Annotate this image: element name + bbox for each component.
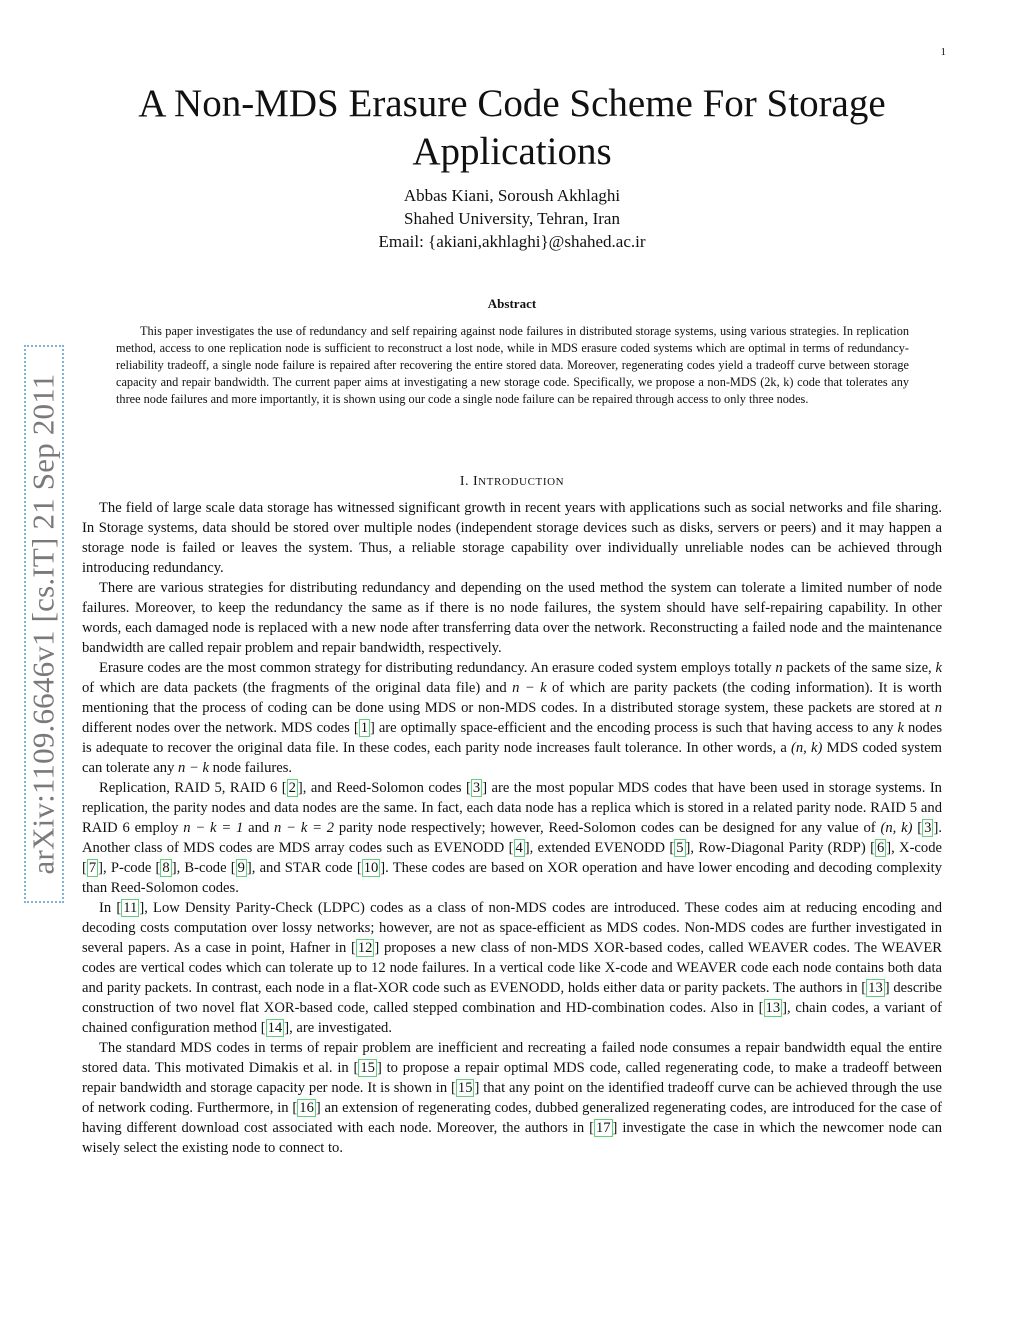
paper-title: A Non-MDS Erasure Code Scheme For Storage Applications: [138, 82, 886, 173]
text-run: . These codes are based on XOR operation and have lower encoding and decoding complexity than Reed-Solomon codes.: [82, 860, 942, 896]
citation-link[interactable]: 16: [299, 1100, 314, 1116]
citation-link[interactable]: 2: [288, 780, 296, 796]
text-run: , X-code: [891, 840, 942, 856]
math-inline: n − k: [178, 760, 209, 776]
text-run: , Low Density Parity-Check (LDPC) codes as a class of non-MDS codes are introduced. These codes aim at reducing encoding and decoding costs computation over lossy networks; however, are not as space-efficient as MDS codes. Non-MDS codes are further investigated in several papers. As a case in point, Hafner in: [82, 900, 942, 956]
citation-link[interactable]: 13: [868, 980, 883, 996]
text-run: describe construction of two novel flat XOR-based code, called stepped combination and HD-combination codes. Also in: [82, 980, 942, 1016]
text-run: packets of the same size,: [782, 660, 936, 676]
text-run: that any point on the identified tradeoff curve can be achieved through the use of network coding. Furthermore, in: [82, 1080, 942, 1116]
paragraph-5: In [ 11 ], Low Density Parity-Check (LDPC) codes as a class of non-MDS codes are introduced. These codes aim at reducing encoding and decoding costs computation over lossy networks; however, are not as space-efficient as MDS codes. Non-MDS codes are further investigated in several papers. As a case in point, Hafner in [ 12 ] proposes a new class of non-MDS XOR-based codes, called WEAVER codes. The WEAVER codes are vertical codes which can tolerate up to 12 node failures. In a vertical code like X-code and WEAVER code each node contains both data and parity packets. In contrast, each node in a flat-XOR code such as EVENODD, holds either data or parity packets. The authors in [ 13 ] describe construction of two novel flat XOR-based code, called stepped combination and HD-combination codes. Also in [ 13 ], chain codes, a variant of chained configuration method [ 14 ], are investigated.: [82, 900, 942, 1036]
text-run: , and Reed-Solomon codes: [302, 780, 467, 796]
citation-link[interactable]: 3: [472, 780, 481, 796]
text-run: , extended EVENODD: [529, 840, 670, 856]
math-inline: (n, k): [791, 740, 823, 756]
citation-link[interactable]: 15: [457, 1080, 473, 1096]
citation-link[interactable]: 1: [360, 720, 368, 736]
citation-link[interactable]: 6: [876, 840, 885, 856]
abstract-heading: Abstract: [487, 296, 537, 311]
text-run: Erasure codes are the most common strategy for distributing redundancy. An erasure coded system employs totally: [99, 660, 776, 676]
citation-link[interactable]: 11: [123, 900, 138, 916]
citation-link[interactable]: 8: [162, 860, 170, 876]
text-run: , P-code: [103, 860, 156, 876]
text-run: an extension of regenerating codes, dubbed generalized regenerating codes, are introduced for the case of having different download cost associated with each node. Moreover, the authors in: [82, 1100, 942, 1136]
math-inline: n − k: [512, 680, 547, 696]
text-run: [912, 820, 917, 836]
citation-link[interactable]: 4: [515, 840, 523, 856]
text-run: are optimally space-efficient and the encoding process is such that having access to any: [374, 720, 898, 736]
text-run: node failures.: [208, 760, 293, 776]
text-run: investigate the case in which the newcomer node can wisely select the existing node to connect to.: [82, 1120, 942, 1156]
paragraph-3: Erasure codes are the most common strategy for distributing redundancy. An erasure coded system employs totally n packets of the same size, k of which are data packets (the fragments of the original data file) and n − k of which are parity packets (the coding information). It is worth mentioning that the process of coding can be done using MDS or non-MDS codes. In a distributed storage system, these packets are stored at n different nodes over the network. MDS codes [ 1 ] are optimally space-efficient and the encoding process is such that having access to any k nodes is adequate to recover the original data file. In these codes, each parity node increases fault tolerance. In other words, a (n, k) MDS coded system can tolerate any n − k node failures.: [82, 660, 943, 776]
citation-link[interactable]: 13: [765, 1000, 781, 1016]
text-run: . Another class of MDS codes are MDS array codes such as EVENODD: [82, 820, 942, 856]
paragraph-6: The standard MDS codes in terms of repair problem are inefficient and recreating a failed node consumes a repair bandwidth equal the entire stored data. This motivated Dimakis et al. in [ 15 ] to propose a repair optimal MDS code, called regenerating code, to make a tradeoff between repair bandwidth and storage capacity per node. It is shown in [ 15 ] that any point on the identified tradeoff curve can be achieved through the use of network coding. Furthermore, in [ 16 ] an extension of regenerating codes, dubbed generalized regenerating codes, are introduced for the case of having different download cost associated with each node. Moreover, the authors in [ 17 ] investigate the case in which the newcomer node can wisely select the existing node to connect to.: [82, 1040, 942, 1156]
section-heading-introduction: [300, 474, 724, 490]
citation-link[interactable]: 5: [676, 840, 684, 856]
page-number: 1: [940, 46, 946, 58]
text-run: In: [99, 900, 117, 916]
text-run: , B-code: [176, 860, 231, 876]
introduction-body: [82, 498, 942, 1158]
arxiv-identifier-stamp[interactable]: [24, 345, 64, 903]
citation-link[interactable]: 17: [595, 1120, 611, 1136]
text-run: to propose a repair optimal MDS code, called regenerating code, to make a tradeoff between repair bandwidth and storage capacity per node. It is shown in: [82, 1060, 942, 1096]
text-run: , Row-Diagonal Parity (RDP): [690, 840, 871, 856]
citation-link[interactable]: 7: [88, 860, 97, 876]
section-numeral: I. I: [459, 474, 479, 489]
text-run: The standard MDS codes in terms of repair problem are inefficient and recreating a failed node consumes a repair bandwidth equal the entire stored data. This motivated Dimakis et al. in: [82, 1040, 942, 1076]
math-inline: n − k = 2: [274, 820, 335, 836]
paragraph-4: Replication, RAID 5, RAID 6 [ 2 ], and Reed-Solomon codes [ 3 ] are the most popular MDS codes that have been used in storage systems. In replication, the parity nodes and data nodes are the same. In fact, each data node has a replica which is stored in a related parity node. RAID 5 and RAID 6 employ n − k = 1 and n − k = 2 parity node respectively; however, Reed-Solomon codes can be designed for any value of (n, k) [ 3 ]. Another class of MDS codes are MDS array codes such as EVENODD [ 4 ], extended EVENODD [ 5 ], Row-Diagonal Parity (RDP) [ 6 ], X-code [ 7 ], P-code [ 8 ], B-code [ 9 ], and STAR code [ 10 ]. These codes are based on XOR operation and have lower encoding and decoding complexity than Reed-Solomon codes.: [82, 780, 942, 896]
text-run: nodes is adequate to recover the original data file. In these codes, each parity node increases fault tolerance. In other words, a: [82, 720, 943, 756]
abstract-text: This paper investigates the use of redundancy and self repairing against node failures in distributed storage systems, using various strategies. In replication method, access to one replication node is sufficient to reconstruct a lost node, while in MDS erasure coded systems which are optimal in terms of redundancy-reliability tradeoff, a single node failure is repaired after recovering the entire stored data. Moreover, regenerating codes yield a tradeoff curve between storage capacity and repair bandwidth. The current paper aims at investigating a new storage code. Specifically, we propose a non-MDS (2k, k) code that tolerates any three node failures and more importantly, it is shown using our code a single node failure can be repaired through access to only three nodes.: [116, 324, 909, 406]
math-inline: (n, k): [880, 820, 913, 836]
paragraph-1: The field of large scale data storage has witnessed significant growth in recent years with applications such as social networks and file sharing. In Storage systems, data should be stored over multiple nodes (independent storage devices such as disks, servers or peers) and it may happen a storage node is failed or leaves the system. Thus, a reliable storage capability over individually unreliable nodes can be achieved through introducing redundancy.: [82, 500, 942, 576]
math-inline: k: [935, 660, 942, 676]
citation-link[interactable]: 3: [924, 820, 932, 836]
citation-link[interactable]: 10: [363, 860, 379, 876]
author-block: [200, 184, 824, 253]
section-title-smallcaps: NTRODUCTION: [478, 476, 565, 488]
author-names: Abbas Kiani, Soroush Akhlaghi: [403, 186, 621, 205]
text-run: proposes a new class of non-MDS XOR-based codes, called WEAVER codes. The WEAVER codes are vertical codes which can tolerate up to 12 node failures. In a vertical code like X-code and WEAVER code each node contains both data and parity packets. In contrast, each node in a flat-XOR code such as EVENODD, holds either data or parity packets. The authors in: [82, 940, 942, 996]
text-run: parity node respectively; however, Reed-Solomon codes can be designed for any value of: [334, 820, 881, 836]
arxiv-identifier-text: arXiv:1109.6646v1 [cs.IT] 21 Sep 2011: [26, 373, 61, 875]
math-inline: n − k = 1: [183, 820, 244, 836]
text-run: are the most popular MDS codes that have been used in storage systems. In replication, the parity nodes and data nodes are the same. In fact, each data node has a replica which is stored in a related parity node. RAID 5 and RAID 6 employ: [82, 780, 942, 836]
text-run: MDS coded system can tolerate any: [82, 740, 942, 776]
text-run: of which are parity packets (the coding information). It is worth mentioning that the process of coding can be done using MDS or non-MDS codes. In a distributed storage system, these packets are stored at: [82, 680, 942, 716]
citation-link[interactable]: 12: [357, 940, 373, 956]
text-run: , are investigated.: [289, 1020, 392, 1036]
text-run: Replication, RAID 5, RAID 6: [99, 780, 282, 796]
text-run: , and STAR code: [251, 860, 357, 876]
math-inline: n: [934, 700, 942, 716]
citation-link[interactable]: 14: [267, 1020, 283, 1036]
text-run: , chain codes, a variant of chained configuration method: [82, 1000, 942, 1036]
author-email: Email: {akiani,akhlaghi}@shahed.ac.ir: [378, 232, 646, 251]
text-run: different nodes over the network. MDS codes: [82, 720, 354, 736]
text-run: and: [243, 820, 275, 836]
text-run: of which are data packets (the fragments of the original data file) and: [82, 680, 513, 696]
math-inline: n: [775, 660, 783, 676]
paragraph-2: There are various strategies for distributing redundancy and depending on the used method the system can tolerate a limited number of node failures. Moreover, to keep the redundancy the same as if there is no node failures, the system should have self-repairing capability. In other words, each damaged node is replaced with a new node after transferring data over the network. Reconstructing a failed node and the maintenance bandwidth are called repair problem and repair bandwidth, respectively.: [82, 580, 942, 656]
author-affiliation: Shahed University, Tehran, Iran: [404, 209, 620, 228]
citation-link[interactable]: 9: [237, 860, 245, 876]
citation-link[interactable]: 15: [360, 1060, 375, 1076]
math-inline: k: [897, 720, 904, 736]
